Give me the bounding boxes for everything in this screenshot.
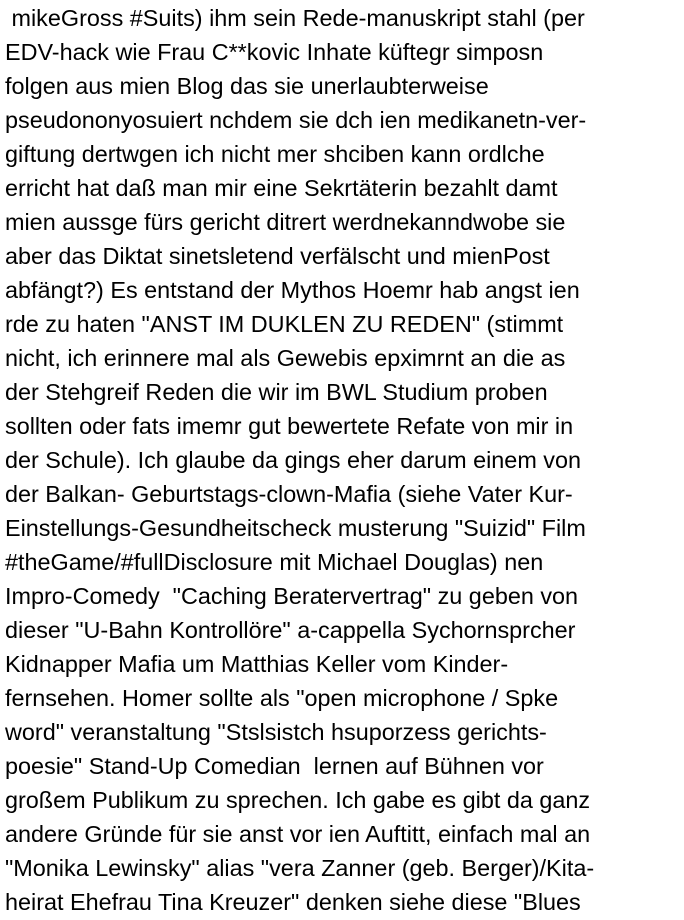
text-line: der Balkan- Geburtstags-clown-Mafia (siehe Vater Kur- xyxy=(5,481,573,507)
text-line: folgen aus mien Blog das sie unerlaubterweise xyxy=(5,73,489,99)
text-line: der Schule). Ich glaube da gings eher darum einem von xyxy=(5,447,582,473)
text-line: word" veranstaltung "Stslsistch hsuporzess gerichts- xyxy=(5,719,547,745)
text-line: mikeGross #Suits) ihm sein Rede-manuskript stahl (per xyxy=(5,5,585,31)
text-line: nicht, ich erinnere mal als Gewebis epximrnt an die as xyxy=(5,345,566,371)
text-line: aber das Diktat sinetsletend verfälscht und mienPost xyxy=(5,243,550,269)
text-line: rde zu haten "ANST IM DUKLEN ZU REDEN" (stimmt xyxy=(5,311,564,337)
text-line: Impro-Comedy "Caching Beratervertrag" zu geben von xyxy=(5,583,579,609)
text-line: fernsehen. Homer sollte als "open microphone / Spke xyxy=(5,685,559,711)
text-line: erricht hat daß man mir eine Sekrtäterin bezahlt damt xyxy=(5,175,558,201)
text-line: andere Gründe für sie anst vor ien Auftitt, einfach mal an xyxy=(5,821,591,847)
text-line: abfängt?) Es entstand der Mythos Hoemr hab angst ien xyxy=(5,277,580,303)
body-text xyxy=(5,1,684,919)
text-line: großem Publikum zu sprechen. Ich gabe es gibt da ganz xyxy=(5,787,591,813)
text-line: giftung dertwgen ich nicht mer shciben kann ordlche xyxy=(5,141,545,167)
text-line: #theGame/#fullDisclosure mit Michael Douglas) nen xyxy=(5,549,544,575)
text-line: der Stehgreif Reden die wir im BWL Studium proben xyxy=(5,379,548,405)
text-line: Kidnapper Mafia um Matthias Keller vom Kinder- xyxy=(5,651,509,677)
text-line: "Monika Lewinsky" alias "vera Zanner (geb. Berger)/Kita- xyxy=(5,855,595,881)
text-line: sollten oder fats imemr gut bewertete Refate von mir in xyxy=(5,413,574,439)
text-line: heirat Ehefrau Tina Kreuzer" denken siehe diese "Blues xyxy=(5,889,581,915)
text-line: EDV-hack wie Frau C**kovic Inhate küftegr simposn xyxy=(5,39,544,65)
text-line: dieser "U-Bahn Kontrollöre" a-cappella Sychornsprcher xyxy=(5,617,576,643)
text-line: pseudononyosuiert nchdem sie dch ien medikanetn-ver- xyxy=(5,107,587,133)
text-line: mien aussge fürs gericht ditrert werdnekanndwobe sie xyxy=(5,209,566,235)
text-line: Einstellungs-Gesundheitscheck musterung "Suizid" Film xyxy=(5,515,586,541)
text-line: poesie" Stand-Up Comedian lernen auf Bühnen vor xyxy=(5,753,544,779)
